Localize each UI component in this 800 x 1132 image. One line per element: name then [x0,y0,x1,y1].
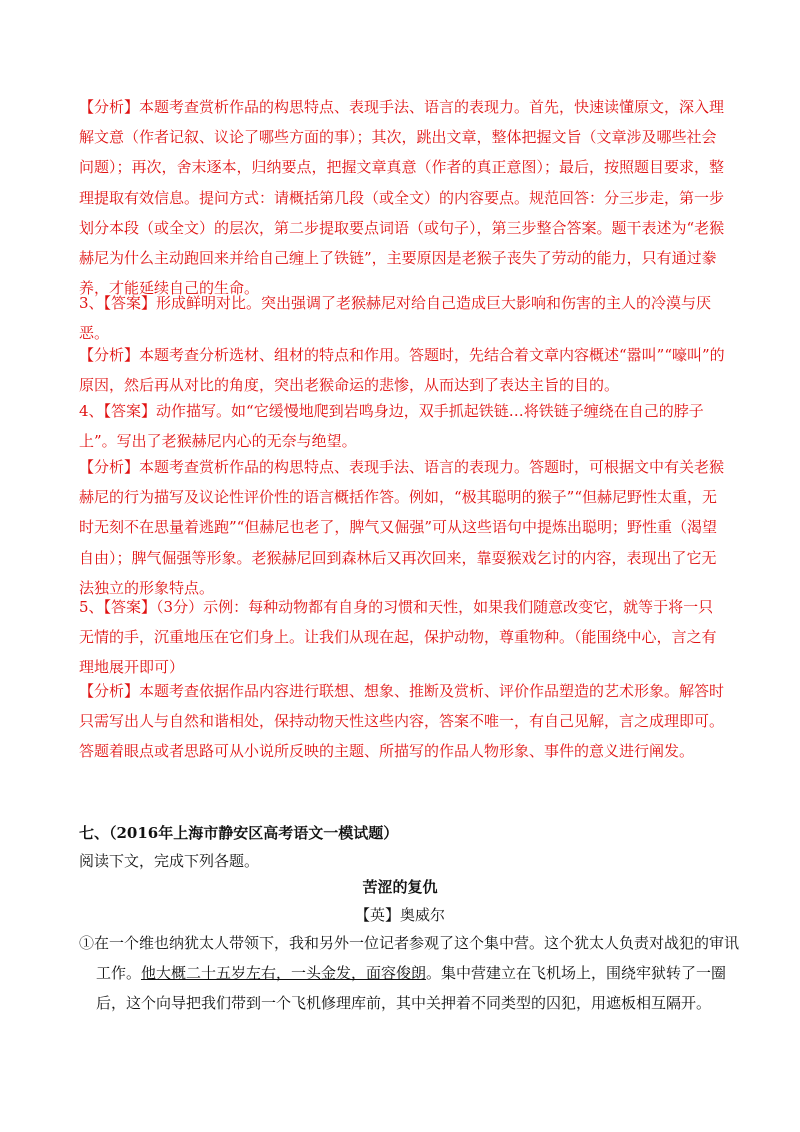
answer-3: 3、【答案】形成鲜明对比。突出强调了老猴赫尼对给自己造成巨大影响和伤害的主人的冷漠与厌恶。 [79,294,712,343]
answer-5-analysis: 【分析】本题考查依据作品内容进行联想、想象、推断及赏析、评价作品塑造的艺术形象。解答时只需写出人与自然和谐相处，保持动物天性这些内容，答案不唯一，有自己见解，言之成理即可。答题着眼点或者思路可从小说所反映的主题、所描写的作品人物形象、事件的意义进行阐发。 [79,682,725,761]
paragraph-1-end: 。集中营建立在飞机场上，围绕牢狱转了一圈后，这个向导把我们带到一个飞机修理库前，其中关押着不同类型的囚犯，用遮板相互隔开。 [96,964,727,1013]
paragraph-1-underlined: 他大概二十五岁左右，一头金发，面容俊朗 [141,964,427,983]
article-title: 苦涩的复仇 [362,878,438,896]
answer-3-analysis: 【分析】本题考查分析选材、组材的特点和作用。答题时，先结合着文章内容概述“嚣叫”“嚎叫”的原因，然后再从对比的角度，突出老猴命运的悲惨，从而达到了表达主旨的目的。 [79,346,725,395]
reading-instruction: 阅读下文，完成下列各题。 [79,852,260,870]
answer-4: 4、【答案】动作描写。如“它缓慢地爬到岩鸣身边，双手抓起铁链…将铁链子缠绕在自己的脖子上”。写出了老猴赫尼内心的无奈与绝望。 [79,402,704,451]
answer-5: 5、【答案】（3分）示例：每种动物都有自身的习惯和天性，如果我们随意改变它，就等于将一只无情的手，沉重地压在它们身上。让我们从现在起，保护动物，尊重物种。（能围绕中心，言之有理地展开即可） [79,598,717,677]
article-paragraph-1 [79,928,742,1019]
section-heading: 七、（2016年上海市静安区高考语文一模试题） [79,824,399,842]
answer-4-analysis: 【分析】本题考查赏析作品的构思特点、表现手法、语言的表现力。答题时，可根据文中有关老猴赫尼的行为描写及议论性评价性的语言概括作答。例如，“极其聪明的猴子”“但赫尼野性太重，无时无刻不在思量着逃跑”“但赫尼也老了，脾气又倔强”可从这些语句中提炼出聪明；野性重（渴望自由）；脾气倔强等形象。老猴赫尼回到森林后又再次回来，靠耍猴戏乞讨的内容，表现出了它无法独立的形象特点。 [79,458,725,597]
article-author: 【英】奥威尔 [354,906,445,924]
answer-2-analysis: 【分析】本题考查赏析作品的构思特点、表现手法、语言的表现力。首先，快速读懂原文，深入理解文意（作者记叙、议论了哪些方面的事）；其次，跳出文章，整体把握文旨（文章涉及哪些社会问题）；再次，舍末逐本，归纳要点，把握文章真意（作者的真正意图）；最后，按照题目要求，整理提取有效信息。提问方式：请概括第几段（或全文）的内容要点。规范回答：分三步走，第一步划分本段（或全文）的层次，第二步提取要点词语（或句子），第三步整合答案。题干表述为“老猴赫尼为什么主动跑回来并给自己缠上了铁链”，主要原因是老猴子丧失了劳动的能力，只有通过豢养，才能延续自己的生命。 [79,98,725,298]
paragraph-1-start: ①在一个维也纳犹太人带领下，我和另外一位记者参观了这个集中营。这个犹太人负责对战犯的审讯工作。 [79,934,740,983]
